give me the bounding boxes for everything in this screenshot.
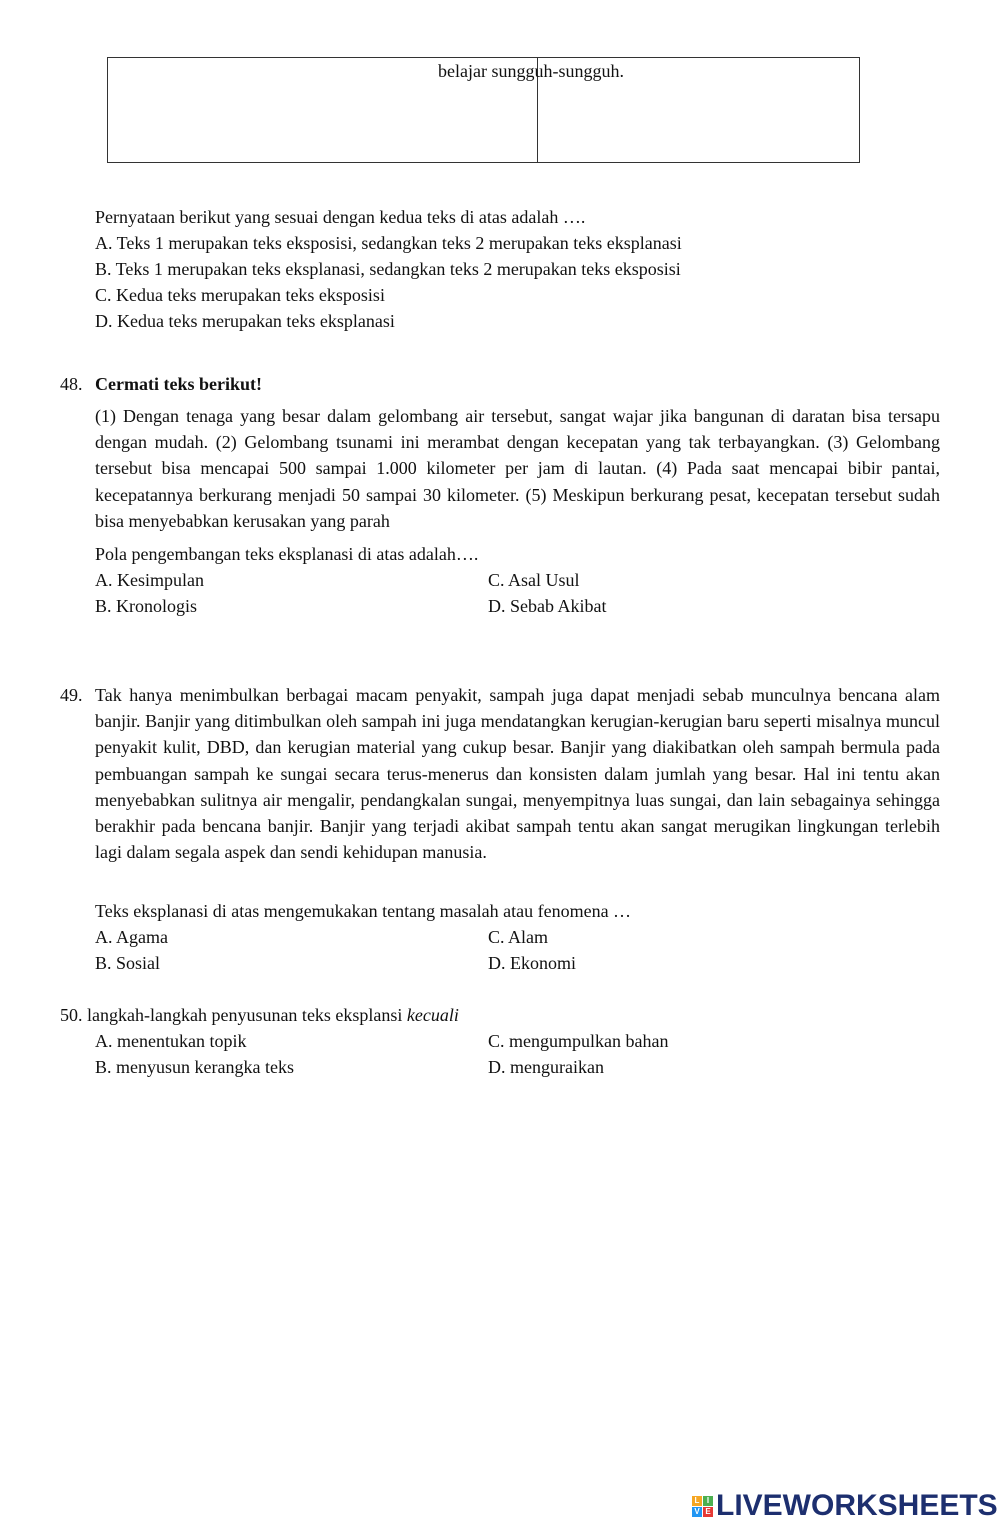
q47-option-c[interactable]: C. Kedua teks merupakan teks eksposisi <box>95 285 385 305</box>
brand-name: LIVEWORKSHEETS <box>716 1489 998 1522</box>
q49-option-c[interactable]: C. Alam <box>488 927 549 947</box>
q49-option-a[interactable]: A. Agama <box>95 927 168 947</box>
q50-stem <box>60 1004 459 1026</box>
q49-passage: Tak hanya menimbulkan berbagai macam penyakit, sampah juga dapat menjadi sebab munculnya bencana alam banjir. Banjir yang ditimbulkan oleh sampah ini juga mendatangkan kerugian-kerugian baru seperti misalnya muncul penyakit kulit, DBD, dan kerugian material yang cukup besar. Banjir yang diakibatkan oleh sampah bermula pada pembuangan sampah ke sungai secara terus-menerus dan konsisten dalam jumlah yang besar. Hal ini tentu akan menyebabkan sulitnya air mengalir, pendangkalan sungai, menyempitnya luas sungai, dan lain sebagainya sehingga berakhir pada bencana banjir. Banjir yang terjadi akibat sampah tentu akan sangat merugikan lingkungan terlebih lagi dalam segala aspek dan sendi kehidupan manusia. <box>95 685 940 863</box>
q48-option-a[interactable]: A. Kesimpulan <box>95 570 204 590</box>
liveworksheets-logo <box>692 1486 998 1526</box>
logo-letter-v: V <box>692 1507 702 1517</box>
q49-question: Teks eksplanasi di atas mengemukakan tentang masalah atau fenomena … <box>95 901 632 921</box>
q50-stem-emphasis: kecuali <box>406 1005 459 1025</box>
q48-question: Pola pengembangan teks eksplanasi di atas adalah…. <box>95 544 479 564</box>
logo-letter-i: I <box>703 1496 713 1506</box>
q50-option-d[interactable]: D. menguraikan <box>488 1057 604 1077</box>
q50-option-c[interactable]: C. mengumpulkan bahan <box>488 1031 669 1051</box>
q48-heading: Cermati teks berikut! <box>95 374 262 394</box>
q50-stem-text: 50. langkah-langkah penyusunan teks eksplansi <box>60 1005 407 1025</box>
q48-passage: (1) Dengan tenaga yang besar dalam gelombang air tersebut, sangat wajar jika bangunan di daratan bisa tersapu dengan mudah. (2) Gelombang tsunami ini merambat dengan kecepatan yang tak terbayangkan. (3) Gelombang tersebut bisa mencapai 500 sampai 1.000 kilometer per jam di lautan. (4) Pada saat mencapai bibir pantai, kecepatannya berkurang menjadi 50 sampai 30 kilometer. (5) Meskipun berkurang pesat, kecepatan tersebut sudah bisa menyebabkan kerusakan yang parah <box>95 406 940 531</box>
q50-option-a[interactable]: A. menentukan topik <box>95 1031 247 1051</box>
table-cell-text: belajar sungguh-sungguh. <box>438 61 624 81</box>
q48-option-b[interactable]: B. Kronologis <box>95 596 198 616</box>
q49-option-b[interactable]: B. Sosial <box>95 953 161 973</box>
q47-option-a[interactable]: A. Teks 1 merupakan teks eksposisi, sedangkan teks 2 merupakan teks eksplanasi <box>95 233 682 253</box>
q48-option-d[interactable]: D. Sebab Akibat <box>488 596 607 616</box>
logo-grid-icon <box>692 1496 713 1517</box>
logo-letter-l: L <box>692 1496 702 1506</box>
q50-option-b[interactable]: B. menyusun kerangka teks <box>95 1057 294 1077</box>
q49-number: 49. <box>60 685 83 705</box>
q48-option-c[interactable]: C. Asal Usul <box>488 570 580 590</box>
q47-option-d[interactable]: D. Kedua teks merupakan teks eksplanasi <box>95 311 395 331</box>
q49-option-d[interactable]: D. Ekonomi <box>488 953 576 973</box>
q48-number: 48. <box>60 374 83 394</box>
logo-letter-e: E <box>703 1507 713 1517</box>
q47-option-b[interactable]: B. Teks 1 merupakan teks eksplanasi, sedangkan teks 2 merupakan teks eksposisi <box>95 259 681 279</box>
q47-stem: Pernyataan berikut yang sesuai dengan kedua teks di atas adalah …. <box>95 207 586 227</box>
